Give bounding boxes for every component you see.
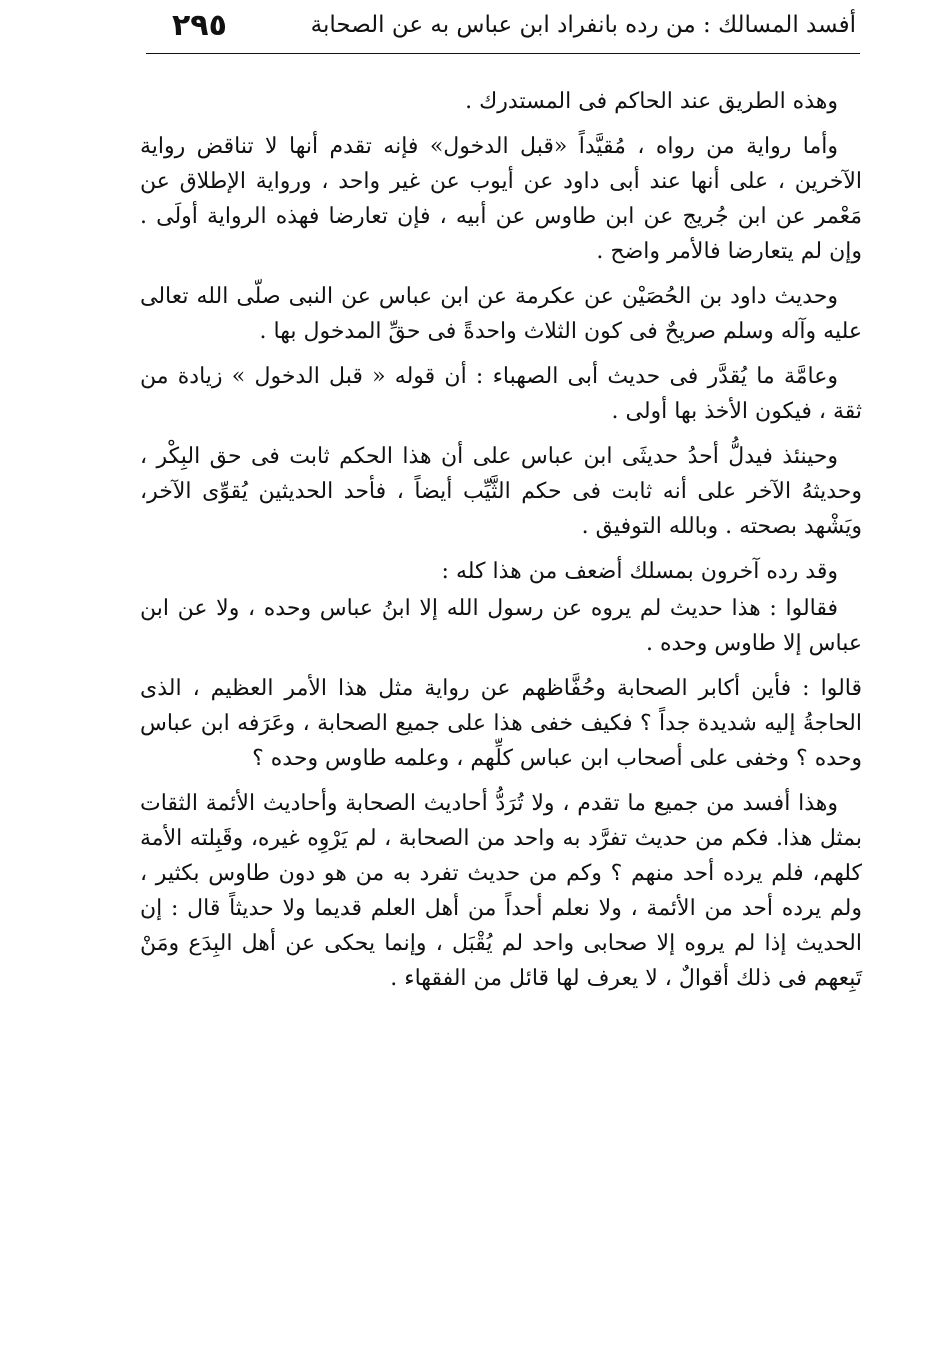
page-header: [0, 0, 926, 56]
header-divider: [146, 53, 860, 54]
paragraph: وقد رده آخرون بمسلك أضعف من هذا كله :: [441, 559, 838, 584]
paragraph: وحينئذ فيدلُّ أحدُ حديثَى ابن عباس على أن هذا الحكم ثابت فى حق البِكْر ، وحديثهُ الآخر على أنه ثابت فى حكم الثَّيِّب أيضاً ، فأحد الحديثين يُقوِّى الآخر، ويَشْهد بصحته . وبالله التوفيق .: [140, 444, 862, 539]
paragraph: وأما رواية من رواه ، مُقيَّداً «قبل الدخول» فإنه تقدم أنها لا تناقض رواية الآخرين ، على أنها عند أبى داود عن أيوب عن غير واحد ، ورواية الإطلاق عن مَعْمر عن ابن جُريج عن ابن طاوس عن أبيه ، فإن تعارضا فهذه الرواية أولَى . وإن لم يتعارضا فالأمر واضح .: [140, 134, 862, 264]
paragraph: وحديث داود بن الحُصَيْن عن عكرمة عن ابن عباس عن النبى صلّى الله تعالى عليه وآله وسلم صريحٌ فى كون الثلاث واحدةً فى حقِّ المدخول بها .: [140, 284, 862, 344]
paragraph: وهذه الطريق عند الحاكم فى المستدرك .: [465, 89, 838, 114]
running-title: أفسد المسالك : من رده بانفراد ابن عباس به عن الصحابة: [310, 12, 856, 38]
page-number: ٢٩٥: [172, 8, 227, 43]
paragraph: وعامَّة ما يُقدَّر فى حديث أبى الصهباء : أن قوله « قبل الدخول » زيادة من ثقة ، فيكون الأخذ بها أولى .: [140, 364, 862, 424]
paragraph: فقالوا : هذا حديث لم يروه عن رسول الله إلا ابنُ عباس وحده ، ولا عن ابن عباس إلا طاوس وحده .: [140, 596, 862, 656]
paragraph: قالوا : فأين أكابر الصحابة وحُفَّاظهم عن رواية مثل هذا الأمر العظيم ، الذى الحاجةُ إليه شديدة جداً ؟ فكيف خفى هذا على جميع الصحابة ، وعَرَفه ابن عباس وحده ؟ وخفى على أصحاب ابن عباس كلِّهم ، وعلمه طاوس وحده ؟: [140, 676, 862, 771]
page-body: [140, 84, 862, 1006]
paragraph: وهذا أفسد من جميع ما تقدم ، ولا تُرَدُّ أحاديث الصحابة وأحاديث الأئمة الثقات بمثل هذا. فكم من حديث تفرَّد به واحد من الصحابة ، لم يَرْوِه غيره، وقَبِلته الأمة كلهم، فلم يرده أحد منهم ؟ وكم من حديث تفرد به من هو دون طاوس بكثير ، ولم يرده أحد من الأئمة ، ولا نعلم أحداً من أهل العلم قديما ولا حديثاً قال : إن الحديث إذا لم يروه إلا صحابى واحد لم يُقْبَل ، وإنما يحكى عن أهل البِدَع ومَنْ تَبِعهم فى ذلك أقوالٌ ، لا يعرف لها قائل من الفقهاء .: [140, 791, 862, 991]
